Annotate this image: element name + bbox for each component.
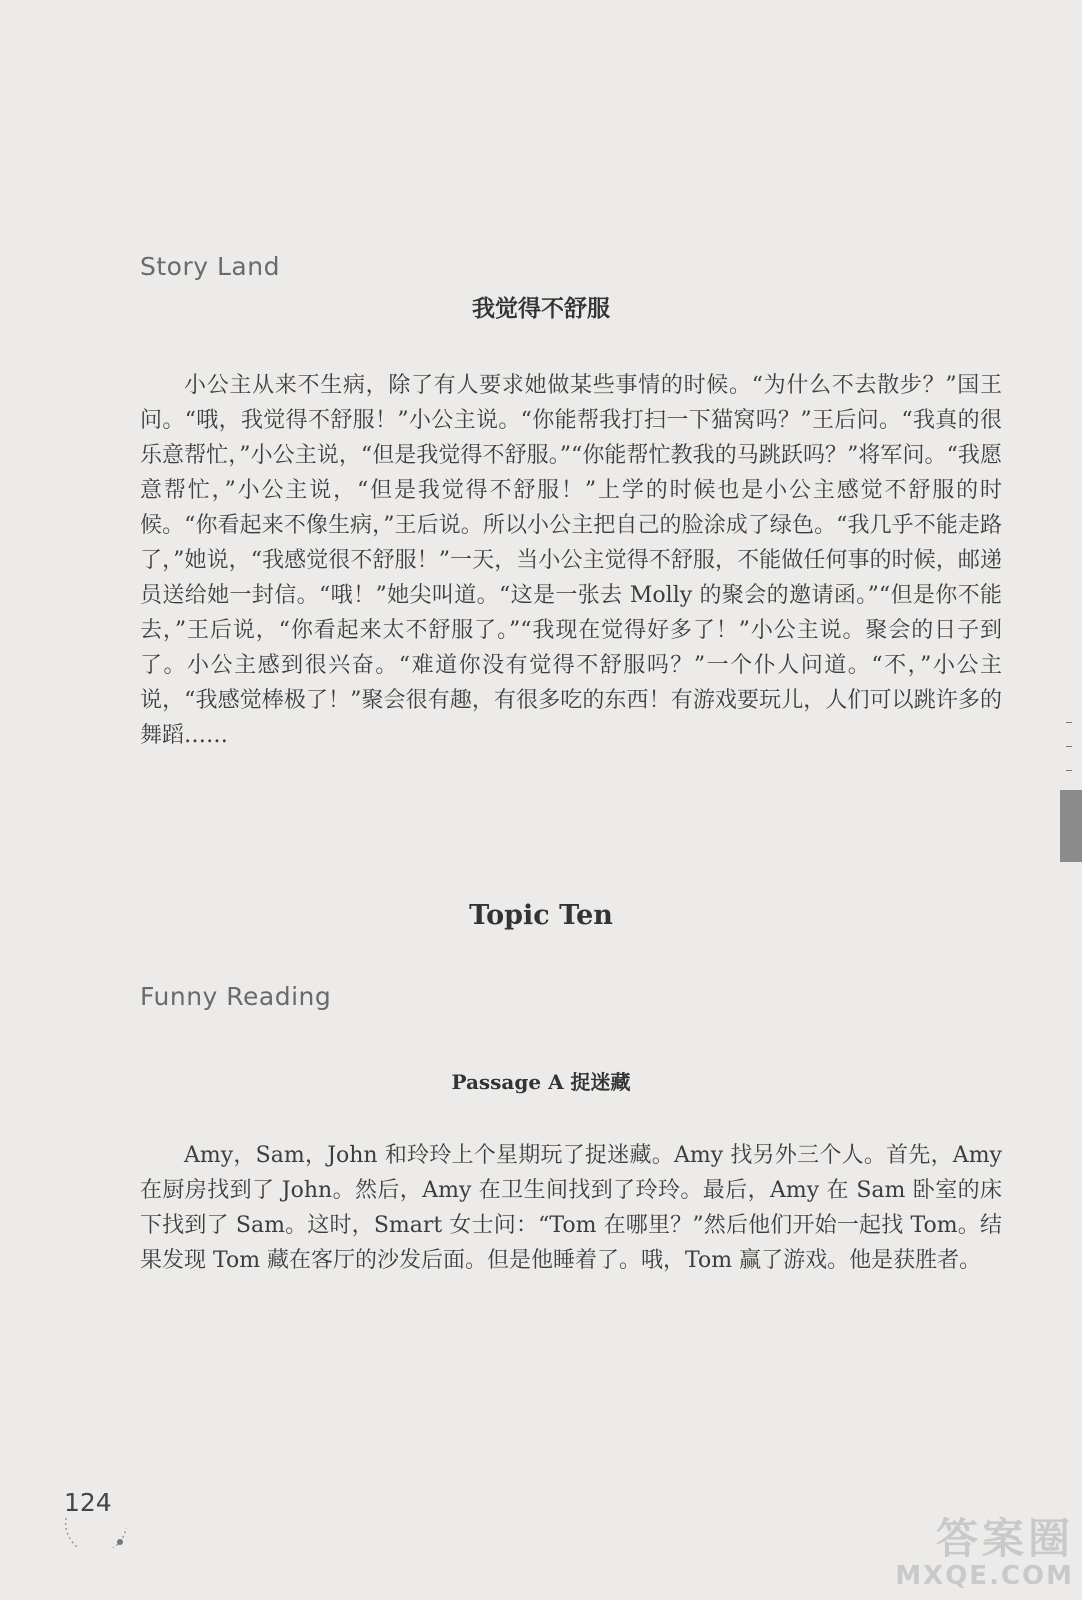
edge-tick-mark <box>1066 746 1072 747</box>
page-edge-tab <box>1060 790 1082 862</box>
story-title: 我觉得不舒服 <box>472 295 610 322</box>
topic-title: Topic Ten <box>469 900 613 931</box>
page-number: 124 <box>64 1488 112 1517</box>
story-land-heading: Story Land <box>140 252 280 281</box>
edge-tick-mark <box>1066 770 1072 771</box>
watermark-logo-text: 答案圈 <box>935 1514 1074 1563</box>
passage-title: Passage A 捉迷藏 <box>451 1070 631 1094</box>
watermark-url: MXQE.COM <box>895 1561 1074 1591</box>
story-paragraph: 小公主从来不生病，除了有人要求她做某些事情的时候。“为什么不去散步？”国王问。“哦，我觉得不舒服！”小公主说。“你能帮我打扫一下猫窝吗？”王后问。“我真的很乐意帮忙，”小公主说，“但是我觉得不舒服。”“你能帮忙教我的马跳跃吗？”将军问。“我愿意帮忙，”小公主说，“但是我觉得不舒服！”上学的时候也是小公主感觉不舒服的时候。“你看起来不像生病，”王后说。所以小公主把自己的脸涂成了绿色。“我几乎不能走路了，”她说，“我感觉很不舒服！”一天，当小公主觉得不舒服，不能做任何事的时候，邮递员送给她一封信。“哦！”她尖叫道。“这是一张去 Molly 的聚会的邀请函。”“但是你不能去，”王后说，“你看起来太不舒服了。”“我现在觉得好多了！”小公主说。聚会的日子到了。小公主感到很兴奋。“难道你没有觉得不舒服吗？”一个仆人问道。“不，”小公主说，“我感觉棒极了！”聚会很有趣，有很多吃的东西！有游戏要玩儿，人们可以跳许多的舞蹈…… <box>140 373 1002 748</box>
funny-reading-heading: Funny Reading <box>140 982 332 1011</box>
passage-paragraph: Amy，Sam，John 和玲玲上个星期玩了捉迷藏。Amy 找另外三个人。首先，Amy 在厨房找到了 John。然后，Amy 在卫生间找到了玲玲。最后，Amy 在 Sam 卧室的床下找到了 Sam。这时，Smart 女士问：“Tom 在哪里？”然后他们开始一起找 Tom。结果发现 Tom 藏在客厅的沙发后面。但是他睡着了。哦，Tom 赢了游戏。他是获胜者。 <box>140 1143 1002 1273</box>
edge-tick-mark <box>1066 722 1072 723</box>
page-number-badge <box>60 1488 138 1548</box>
site-watermark-logo <box>844 1516 1074 1594</box>
